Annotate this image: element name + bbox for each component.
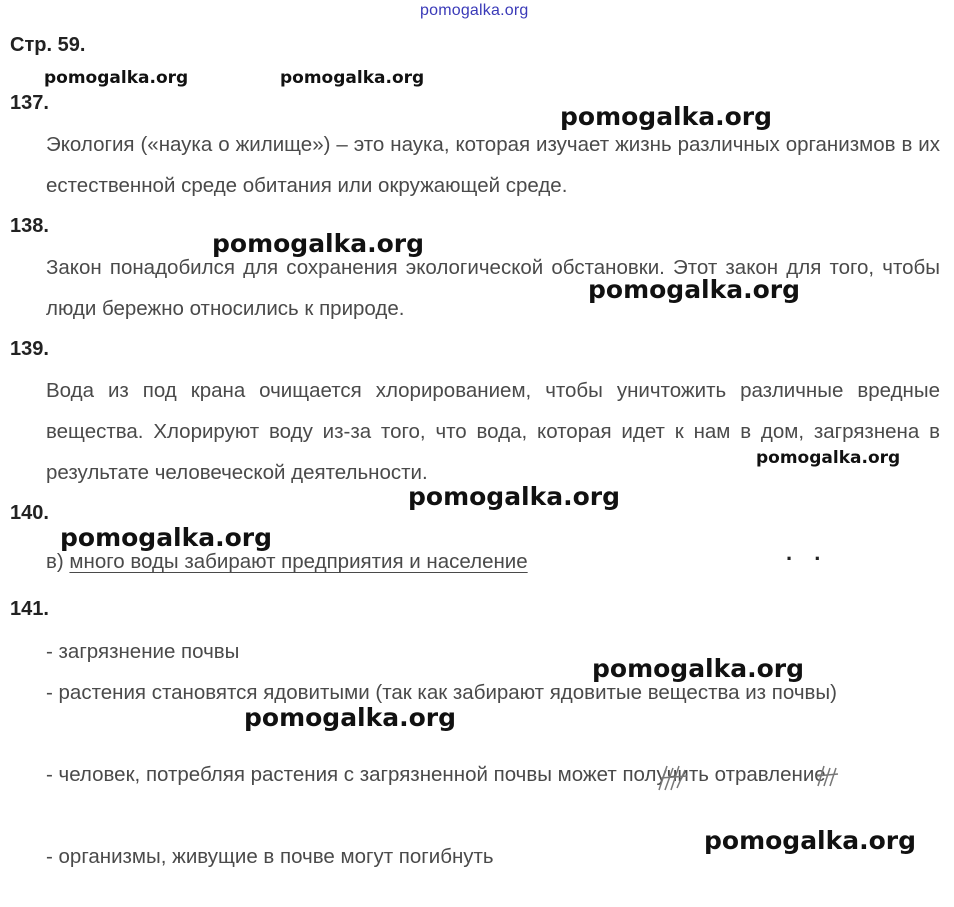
- task-140-answer-line: [46, 550, 528, 574]
- task-141-item: - загрязнение почвы: [46, 640, 240, 663]
- task-number-139: 139.: [10, 338, 49, 360]
- page-number-heading: Стр. 59.: [10, 34, 86, 56]
- task-139-text: Вода из под крана очищается хлорированием, чтобы уничтожить различные вредные вещества. Хлорируют воду из-за того, что вода, которая идет к нам в дом, загрязнена в результате человеческой деятельности.: [46, 379, 940, 484]
- task-number-137: 137.: [10, 92, 49, 114]
- watermark: pomogalka.org: [280, 68, 425, 88]
- task-number-141: 141.: [10, 598, 49, 620]
- watermark: pomogalka.org: [756, 448, 901, 468]
- task-number-140: 140.: [10, 502, 49, 524]
- watermark: pomogalka.org: [592, 654, 805, 683]
- task-138-text: Закон понадобился для сохранения экологической обстановки. Этот закон для того, чтобы люди бережно относились к природе.: [46, 256, 940, 320]
- watermark: pomogalka.org: [60, 523, 273, 552]
- stray-dots: . .: [786, 540, 829, 565]
- task-141-item: - организмы, живущие в почве могут погибнуть: [46, 845, 494, 868]
- site-header-watermark: pomogalka.org: [420, 2, 529, 19]
- watermark: pomogalka.org: [212, 229, 425, 258]
- watermark: pomogalka.org: [560, 102, 773, 131]
- task-140-answer-text: много воды забирают предприятия и население: [69, 550, 528, 573]
- watermark: pomogalka.org: [588, 275, 801, 304]
- watermark: pomogalka.org: [44, 68, 189, 88]
- watermark: pomogalka.org: [704, 826, 917, 855]
- task-137-text: Экология («наука о жилище») – это наука, которая изучает жизнь различных организмов в их естественной среде обитания или окружающей среде.: [46, 133, 940, 197]
- watermark: pomogalka.org: [408, 482, 621, 511]
- task-141-item: - растения становятся ядовитыми (так как забирают ядовитые вещества из почвы): [46, 681, 837, 704]
- ink-scribble-mark: [812, 760, 842, 792]
- watermark: pomogalka.org: [244, 703, 457, 732]
- task-141-item: - человек, потребляя растения с загрязненной почвы может получить отравление: [46, 763, 826, 786]
- task-number-138: 138.: [10, 215, 49, 237]
- ink-scribble-mark: [655, 760, 695, 796]
- task-140-option-letter: в): [46, 550, 64, 573]
